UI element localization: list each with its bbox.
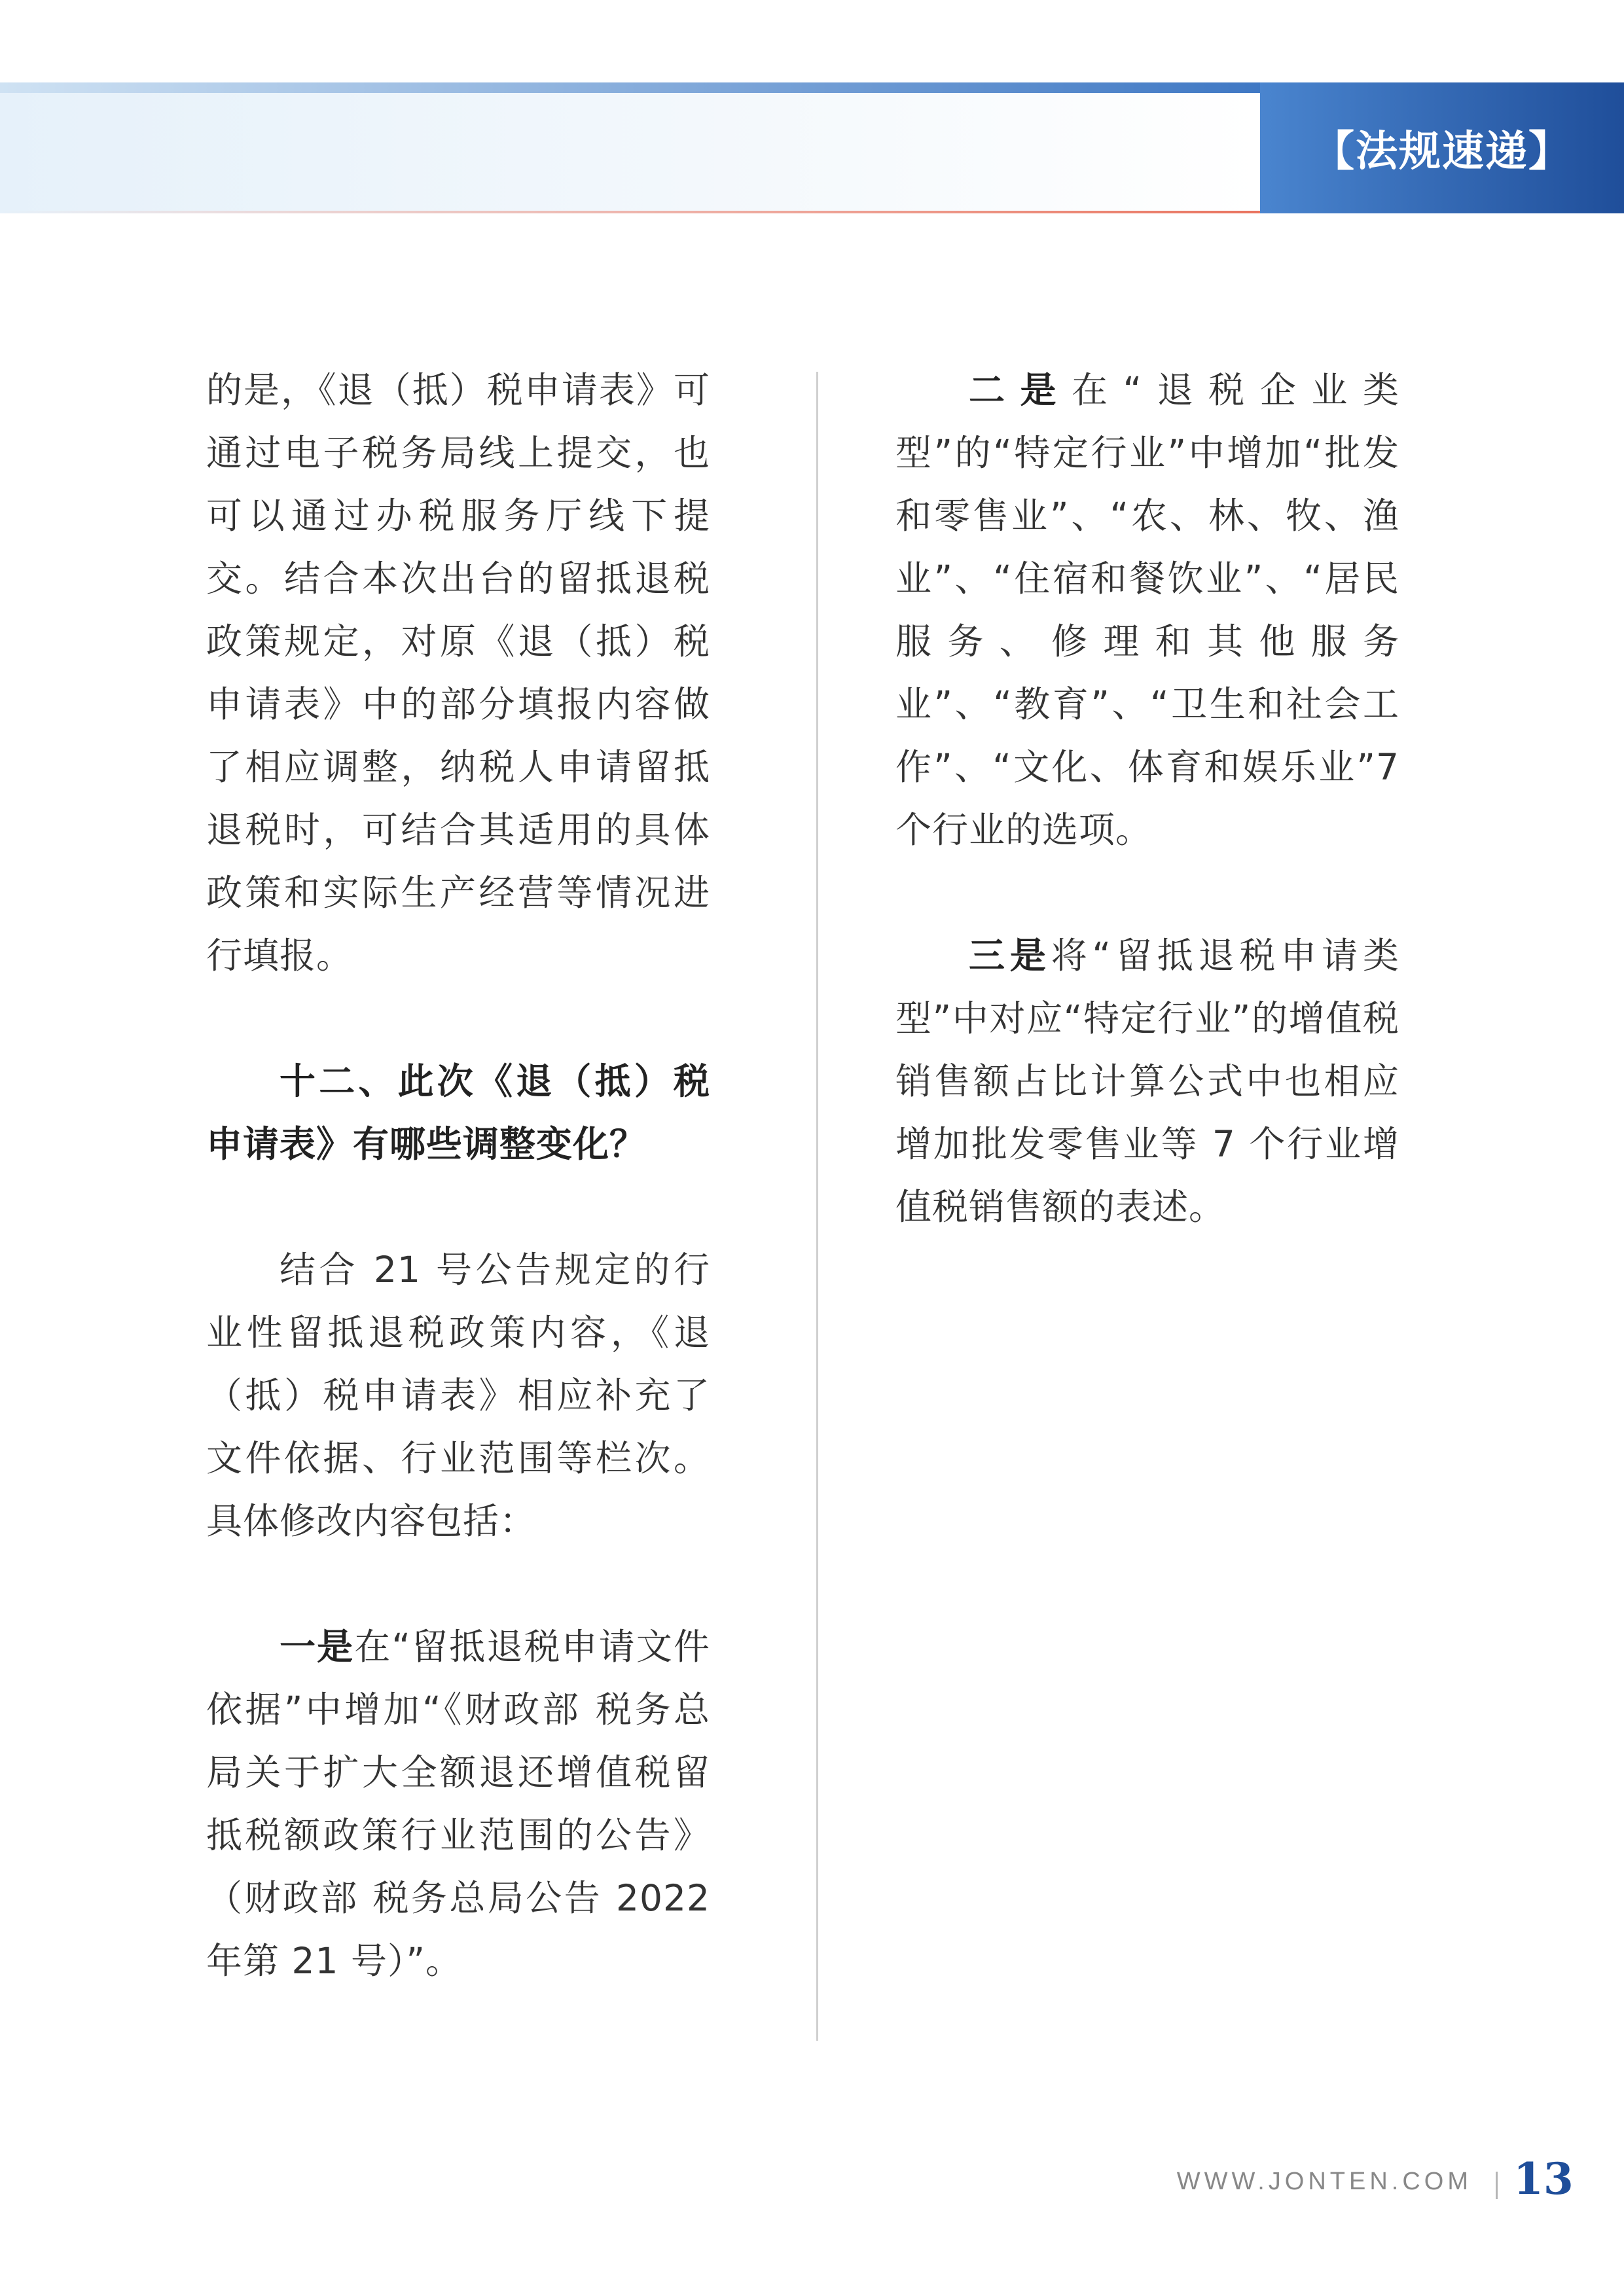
header-band xyxy=(0,82,1260,213)
section-heading: 十二、此次《退（抵）税申请表》有哪些调整变化？ xyxy=(206,1060,710,1165)
right-column xyxy=(895,359,1399,1238)
item-lead-one: 一是 xyxy=(280,1626,355,1668)
list-item-one xyxy=(206,1615,710,1992)
header-bottom-stripe xyxy=(0,211,1260,213)
section-label: 【法规速递】 xyxy=(1260,82,1624,213)
item-lead-three: 三是 xyxy=(969,935,1051,977)
header-top-stripe xyxy=(0,82,1260,93)
item-text-one: 在“留抵退税申请文件依据”中增加“《财政部 税务总局关于扩大全额退还增值税留抵税额政策行业范围的公告》（财政部 税务总局公告 2022 年第 21 号）”。 xyxy=(206,1626,710,1982)
list-item-three xyxy=(895,924,1399,1238)
item-text-two: 在“退税企业类型”的“特定行业”中增加“批发和零售业”、“农、林、牧、渔业”、“住宿和餐饮业”、“居民服务、修理和其他服务业”、“教育”、“卫生和社会工作”、“文化、体育和娱乐业”7 个行业的选项。 xyxy=(895,369,1399,851)
item-text-three: 将“留抵退税申请类型”中对应“特定行业”的增值税销售额占比计算公式中也相应增加批发零售业等 7 个行业增值税销售额的表述。 xyxy=(895,935,1399,1228)
column-divider xyxy=(816,372,818,2041)
footer-website: WWW.JONTEN.COM xyxy=(1176,2168,1472,2195)
paragraph-intro: 结合 21 号公告规定的行业性留抵退税政策内容，《退（抵）税申请表》相应补充了文件依据、行业范围等栏次。具体修改内容包括： xyxy=(206,1249,710,1542)
page-number: 13 xyxy=(1513,2153,1574,2204)
left-column xyxy=(206,359,710,1992)
paragraph-continued: 的是，《退（抵）税申请表》可通过电子税务局线上提交，也可以通过办税服务厅线下提交。结合本次出台的留抵退税政策规定，对原《退（抵）税申请表》中的部分填报内容做了相应调整，纳税人申请留抵退税时，可结合其适用的具体政策和实际生产经营等情况进行填报。 xyxy=(206,369,710,977)
item-lead-two: 二是 xyxy=(969,369,1072,411)
list-item-two xyxy=(895,359,1399,861)
footer-separator xyxy=(1496,2172,1498,2199)
